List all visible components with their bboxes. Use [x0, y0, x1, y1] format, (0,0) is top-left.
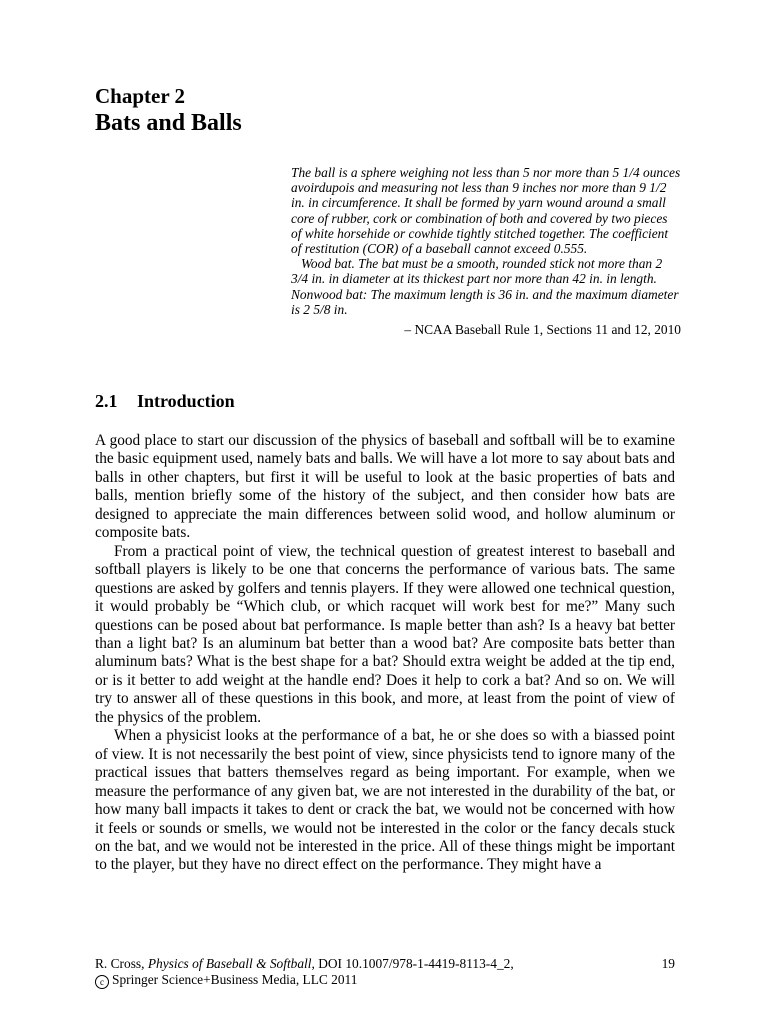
epigraph: [291, 165, 681, 337]
book-title: Physics of Baseball & Softball: [147, 956, 312, 971]
section-number: 2.1: [95, 391, 118, 411]
epigraph-paragraph-2: Wood bat. The bat must be a smooth, rounded stick not more than 2 3/4 in. in diameter at its thickest part nor more than 42 in. in length. Nonwood bat: The maximum length is 36 in. and the maximum diameter is 2 5/8 in.: [291, 256, 679, 317]
copyright-line: [95, 972, 357, 989]
publisher: Springer Science+Business Media, LLC 2011: [112, 971, 358, 987]
chapter-title: Bats and Balls: [95, 110, 242, 136]
body-text: [95, 432, 675, 875]
section-title: Introduction: [137, 391, 235, 411]
epigraph-paragraph-1: The ball is a sphere weighing not less than 5 nor more than 5 1/4 ounces avoirdupois and measuring not less than 9 inches nor more than 9 1/2 in. in circumference. It shall be formed by yarn wound around a small core of rubber, cork or combination of both and covered by two pieces of white horsehide or cowhide tightly stitched together. The coefficient of restitution (COR) of a baseball cannot exceed 0.555.: [291, 165, 681, 257]
doi: , DOI 10.1007/978-1-4419-8113-4_2,: [311, 956, 514, 971]
body-paragraph: When a physicist looks at the performance of a bat, he or she does so with a biassed point of view. It is not necessarily the best point of view, since physicists tend to ignore many of the practical issues that batters themselves regard as being important. For example, when we measure the performance of any given bat, we are not interested in the durability of the bat, or how many ball impacts it takes to dent or crack the bat, we would not be concerned with how it feels or sounds or smells, we would not be interested in the color or the fancy decals stuck on the bat, and we would not be interested in the price. All of these things might be important to the player, but they have no direct effect on the performance. They might have a: [95, 727, 675, 874]
body-paragraph: From a practical point of view, the technical question of greatest interest to baseball and softball players is likely to be one that concerns the performance of various bats. The same questions are asked by golfers and tennis players. If they were allowed one technical question, it would probably be “Which club, or which racquet will work best for me?” Many such questions can be posed about bat performance. Is maple better than ash? Is a heavy bat better than a light bat? Is an aluminum bat better than a wood bat? Are composite bats better than aluminum bats? What is the best shape for a bat? Should extra weight be added at the tip end, or is it better to add weight at the handle end? Does it help to cork a bat? And so on. We will try to answer all of these questions in this book, and more, at least from the point of view of the physics of the problem.: [95, 542, 675, 726]
page-footer: [95, 956, 675, 989]
citation: R. Cross, Physics of Baseball & Softball, DOI 10.1007/978-1-4419-8113-4_2,: [95, 956, 514, 971]
page-number: 19: [661, 956, 675, 971]
body-paragraph: A good place to start our discussion of the physics of baseball and softball will be to examine the basic equipment used, namely bats and balls. We will have a lot more to say about bats and balls in other chapters, but first it will be useful to look at the basic properties of bats and balls, mention briefly some of the history of the subject, and then consider how bats are designed to appreciate the main differences between solid wood, and hollow aluminum or composite bats.: [95, 432, 675, 542]
copyright-icon: c: [95, 975, 109, 989]
section-heading: [95, 390, 235, 412]
epigraph-attribution: – NCAA Baseball Rule 1, Sections 11 and 12, 2010: [404, 322, 681, 338]
chapter-label: Chapter 2: [95, 84, 186, 108]
